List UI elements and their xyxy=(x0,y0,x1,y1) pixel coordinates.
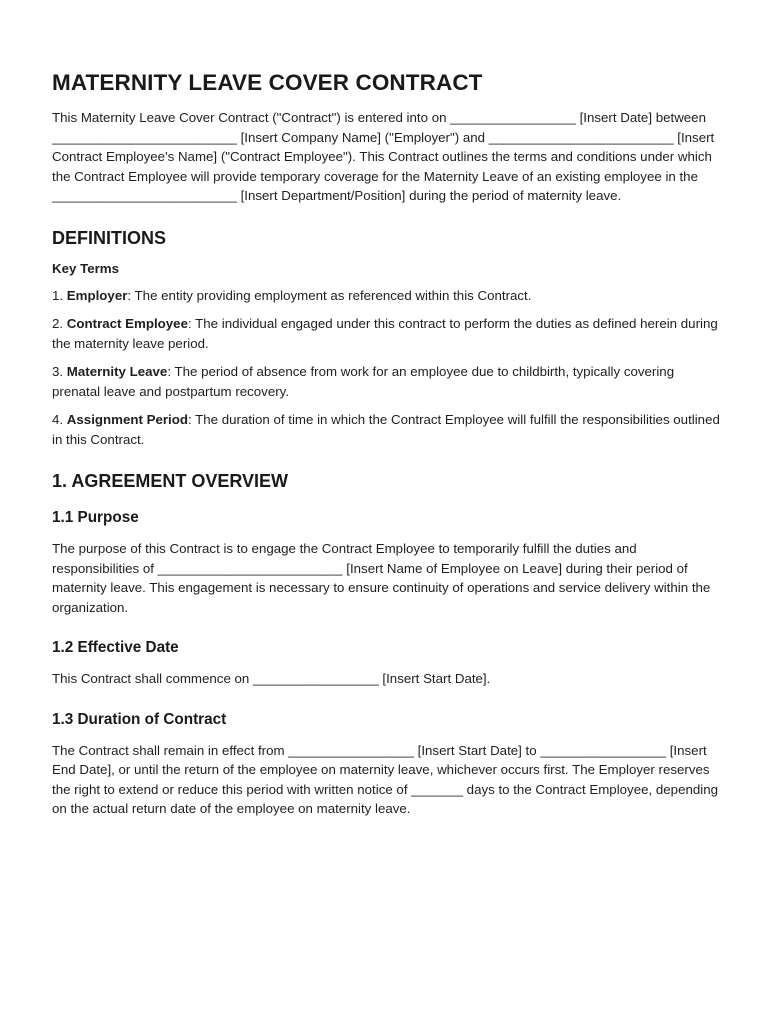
definition-text: : The period of absence from work for an employee due to childbirth, typically covering prenatal leave and postpartum recovery. xyxy=(52,364,675,399)
effective-date-heading: 1.2 Effective Date xyxy=(52,639,179,656)
definition-item xyxy=(52,314,720,353)
document-title: MATERNITY LEAVE COVER CONTRACT xyxy=(52,70,483,95)
purpose-paragraph: The purpose of this Contract is to engage the Contract Employee to temporarily fulfill the duties and responsibilities of _________________________ [Insert Name of Employee on Leave] during their period of maternity leave. This engagement is necessary to ensure continuity of operations and service delivery within the organization. xyxy=(52,541,711,615)
effective-date-paragraph: This Contract shall commence on _________________ [Insert Start Date]. xyxy=(52,671,491,686)
agreement-overview-heading: 1. AGREEMENT OVERVIEW xyxy=(52,471,289,491)
key-terms-subheading: Key Terms xyxy=(52,260,120,276)
definition-text: : The entity providing employment as referenced within this Contract. xyxy=(127,287,532,303)
definition-number: 4. xyxy=(52,412,67,427)
definition-number: 3. xyxy=(52,364,67,379)
duration-paragraph: The Contract shall remain in effect from _________________ [Insert Start Date] to _________________ [Insert End Date], or until the return of the employee on maternity leave, whichever occurs first. The Employer reserves the right to extend or reduce this period with written notice of _______ days to the Contract Employee, depending on the actual return date of the employee on maternity leave. xyxy=(52,742,718,816)
definition-term: Assignment Period xyxy=(66,412,188,427)
purpose-heading: 1.1 Purpose xyxy=(52,509,139,526)
definition-item xyxy=(52,410,720,449)
definitions-heading: DEFINITIONS xyxy=(52,227,167,248)
definition-item xyxy=(52,286,720,306)
definition-term: Contract Employee xyxy=(66,316,188,331)
definition-item xyxy=(52,362,720,401)
definition-number: 1. xyxy=(52,287,67,303)
definition-text: : The duration of time in which the Contract Employee will fulfill the responsibilities outlined in this Contract. xyxy=(52,412,720,447)
definition-term: Employer xyxy=(66,287,128,303)
intro-paragraph: This Maternity Leave Cover Contract ("Contract") is entered into on _________________ [Insert Date] between _________________________ [Insert Company Name] ("Employer") and _________________________ [Insert Contract Employee's Name] ("Contract Employee"). This Contract outlines the terms and conditions under which the Contract Employee will provide temporary coverage for the Maternity Leave of an existing employee in the _________________________ [Insert Department/Position] during the period of maternity leave. xyxy=(52,110,715,203)
definition-number: 2. xyxy=(52,316,67,331)
definition-term: Maternity Leave xyxy=(66,364,168,379)
definition-text: : The individual engaged under this contract to perform the duties as defined herein during the maternity leave period. xyxy=(52,316,718,351)
duration-heading: 1.3 Duration of Contract xyxy=(52,710,227,728)
